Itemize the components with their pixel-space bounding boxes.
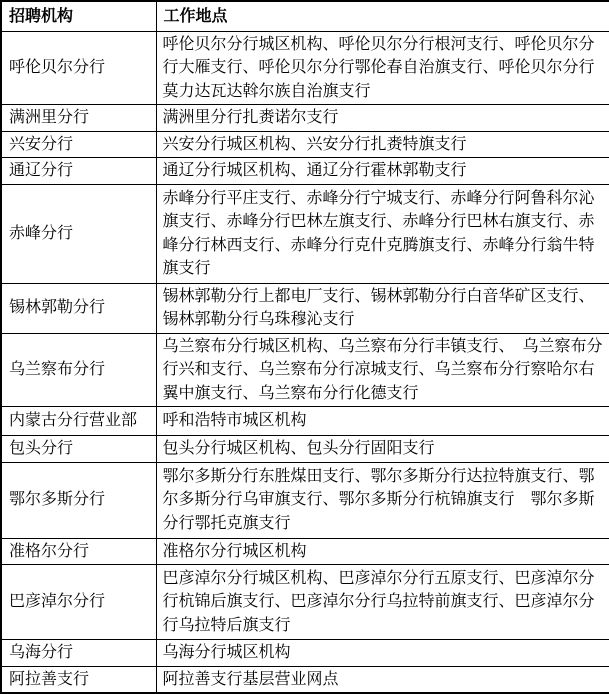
table-row xyxy=(1,31,609,105)
table-row xyxy=(1,640,609,667)
header-row xyxy=(1,1,609,31)
table-row xyxy=(1,131,609,158)
org-cell: 满洲里分行 xyxy=(1,105,156,132)
org-cell: 赤峰分行 xyxy=(1,184,156,283)
org-cell: 乌兰察布分行 xyxy=(1,333,156,407)
locations-cell: 兴安分行城区机构、兴安分行扎赉特旗支行 xyxy=(156,131,609,158)
org-cell: 巴彦淖尔分行 xyxy=(1,565,156,640)
locations-cell: 包头分行城区机构、包头分行固阳支行 xyxy=(156,436,609,463)
table-row xyxy=(1,333,609,407)
locations-cell: 乌海分行城区机构 xyxy=(156,640,609,667)
locations-cell: 满洲里分行扎赉诺尔支行 xyxy=(156,105,609,132)
locations-cell: 呼伦贝尔分行城区机构、呼伦贝尔分行根河支行、呼伦贝尔分行大雁支行、呼伦贝尔分行鄂伦春自治旗支行、呼伦贝尔分行莫力达瓦达斡尔族自治旗支行 xyxy=(156,31,609,105)
locations-cell: 阿拉善支行基层营业网点 xyxy=(156,666,609,693)
org-cell: 乌海分行 xyxy=(1,640,156,667)
column-header-recruiting-org: 招聘机构 xyxy=(1,1,156,31)
table-row xyxy=(1,158,609,185)
locations-cell: 呼和浩特市城区机构 xyxy=(156,407,609,436)
locations-cell: 乌兰察布分行城区机构、乌兰察布分行丰镇支行、 乌兰察布分行兴和支行、乌兰察布分行凉城支行、乌兰察布分行察哈尔右翼中旗支行、乌兰察布分行化德支行 xyxy=(156,333,609,407)
table-row xyxy=(1,184,609,283)
org-cell: 兴安分行 xyxy=(1,131,156,158)
org-cell: 内蒙古分行营业部 xyxy=(1,407,156,436)
table-row xyxy=(1,105,609,132)
org-cell: 锡林郭勒分行 xyxy=(1,283,156,333)
org-cell: 准格尔分行 xyxy=(1,538,156,565)
locations-cell: 通辽分行城区机构、通辽分行霍林郭勒支行 xyxy=(156,158,609,185)
column-header-work-location: 工作地点 xyxy=(156,1,609,31)
table-row xyxy=(1,538,609,565)
locations-cell: 鄂尔多斯分行东胜煤田支行、鄂尔多斯分行达拉特旗支行、鄂尔多斯分行乌审旗支行、鄂尔多斯分行杭锦旗支行 鄂尔多斯分行鄂托克旗支行 xyxy=(156,462,609,538)
org-cell: 呼伦贝尔分行 xyxy=(1,31,156,105)
table-row xyxy=(1,436,609,463)
locations-cell: 巴彦淖尔分行城区机构、巴彦淖尔分行五原支行、巴彦淖尔分行杭锦后旗支行、巴彦淖尔分行乌拉特前旗支行、巴彦淖尔分行乌拉特后旗支行 xyxy=(156,565,609,640)
locations-cell: 准格尔分行城区机构 xyxy=(156,538,609,565)
table-row xyxy=(1,565,609,640)
locations-cell: 锡林郭勒分行上都电厂支行、锡林郭勒分行白音华矿区支行、锡林郭勒分行乌珠穆沁支行 xyxy=(156,283,609,333)
table-row xyxy=(1,666,609,693)
locations-cell: 赤峰分行平庄支行、赤峰分行宁城支行、赤峰分行阿鲁科尔沁旗支行、赤峰分行巴林左旗支行、赤峰分行巴林右旗支行、赤峰分行林西支行、赤峰分行克什克腾旗支行、赤峰分行翁牛特旗支行 xyxy=(156,184,609,283)
table-row xyxy=(1,462,609,538)
org-cell: 通辽分行 xyxy=(1,158,156,185)
org-cell: 包头分行 xyxy=(1,436,156,463)
table-row xyxy=(1,283,609,333)
table-row xyxy=(1,407,609,436)
org-cell: 鄂尔多斯分行 xyxy=(1,462,156,538)
org-cell: 阿拉善支行 xyxy=(1,666,156,693)
